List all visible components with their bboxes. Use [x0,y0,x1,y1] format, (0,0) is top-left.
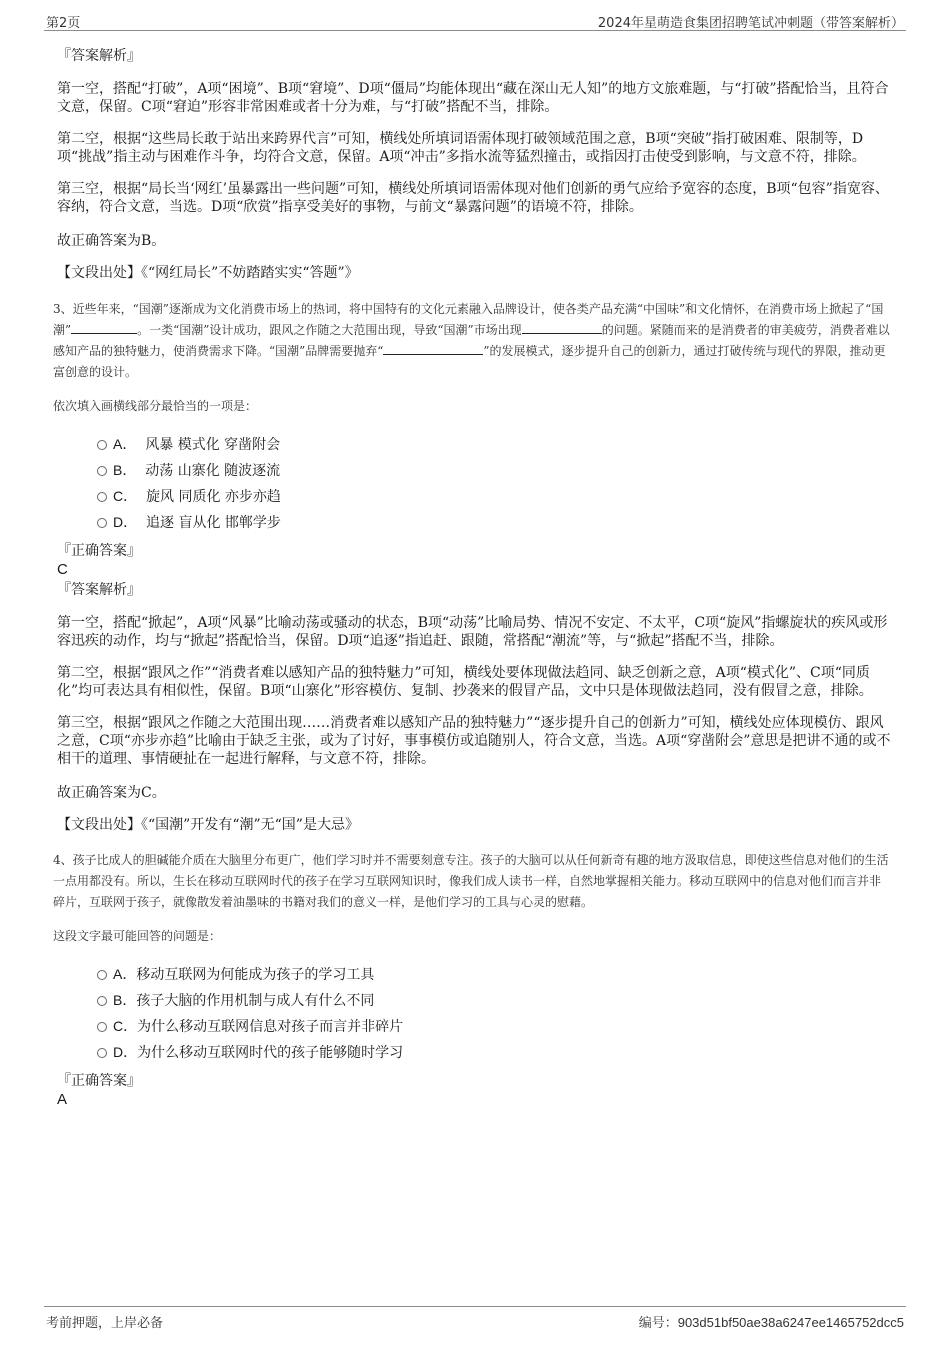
q4-options [97,961,892,1065]
footer-slogan: 考前押题，上岸必备 [46,1316,164,1331]
q3-options [97,431,892,535]
q3-analysis-p2: 第二空，根据“跟风之作”“消费者难以感知产品的独特魅力”可知，横线处要体现做法趋同、缺乏创新之意，A项“模式化”、C项“同质化”均可表达具有相似性，保留。B项“山寨化”形容模仿、复制、抄袭来的假冒产品，文中只是体现做法趋同，没有假冒之意，排除。 [57,665,873,699]
q3-analysis-label: 『答案解析』 [57,582,141,598]
q4-option-b[interactable]: B．孩子大脑的作用机制与成人有什么不同 [97,987,892,1013]
document-code: 编号：903d51bf50ae38a6247ee1465752dcc5 [638,1315,904,1331]
q3-option-a[interactable]: A． 风暴 模式化 穿凿附会 [97,431,892,457]
radio-icon[interactable] [97,492,107,502]
q4-correct-label: 『正确答案』 [57,1073,141,1089]
radio-icon[interactable] [97,518,107,528]
q4-question-text: 4、孩子比成人的胆碱能介质在大脑里分布更广，他们学习时并不需要刻意专注。孩子的大脑可以从任何新奇有趣的地方汲取信息，即使这些信息对他们的生活一点用都没有。所以，生长在移动互联网时代的孩子在学习互联网知识时，像我们成人读书一样，自然地掌握相关能力。移动互联网中的信息对他们而言并非碎片，互联网于孩子，就像散发着油墨味的书籍对我们的意义一样，是他们学习的工具与心灵的慰藉。 [53,853,889,909]
q2-conclusion: 故正确答案为B。 [57,233,166,249]
page-footer [44,1306,906,1331]
q2-analysis-label: 『答案解析』 [57,48,141,64]
q3-prompt: 依次填入画横线部分最恰当的一项是： [53,399,258,413]
q3-correct-value: C [57,561,68,578]
blank-1 [71,320,137,334]
q3-option-d[interactable]: D． 追逐 盲从化 邯郸学步 [97,509,892,535]
q4-option-c[interactable]: C．为什么移动互联网信息对孩子而言并非碎片 [97,1013,892,1039]
q2-analysis-p1: 第一空，搭配“打破”，A项“困境”、B项“窘境”、D项“僵局”均能体现出“藏在深山无人知”的地方文旅难题，与“打破”搭配恰当，且符合文意，保留。C项“窘迫”形容非常困难或者十分为难，与“打破”搭配不当，排除。 [57,81,889,115]
q2-analysis-p2: 第二空，根据“这些局长敢于站出来跨界代言”可知，横线处所填词语需体现打破领域范围之意，B项“突破”指打破困难、限制等，D项“挑战”指主动与困难作斗争，均符合文意，保留。A项“冲击”多指水流等猛烈撞击，或指因打击使受到影响，与文意不符，排除。 [57,131,866,165]
q3-correct-label: 『正确答案』 [57,543,141,559]
radio-icon[interactable] [97,1022,107,1032]
blank-2 [522,320,602,334]
page-number: 第2页 [46,16,81,31]
radio-icon[interactable] [97,970,107,980]
q2-analysis-p3: 第三空，根据“局长当‘网红’虽暴露出一些问题”可知，横线处所填词语需体现对他们创新的勇气应给予宽容的态度，B项“包容”指宽容、容纳，符合文意，当选。D项“欣赏”指享受美好的事物，与前文“暴露问题”的语境不符，排除。 [57,181,889,215]
q3-option-b[interactable]: B． 动荡 山寨化 随波逐流 [97,457,892,483]
q3-analysis-p1: 第一空，搭配“掀起”，A项“风暴”比喻动荡或骚动的状态，B项“动荡”比喻局势、情况不安定、不太平，C项“旋风”指螺旋状的疾风或形容迅疾的动作，均与“掀起”搭配恰当，保留。D项“追逐”指追赶、跟随，常搭配“潮流”等，与“掀起”搭配不当，排除。 [57,615,888,649]
q2-source: 【文段出处】《“网红局长”不妨踏踏实实“答题”》 [57,265,359,281]
document-title: 2024年星萌造食集团招聘笔试冲刺题（带答案解析） [597,16,904,31]
radio-icon[interactable] [97,440,107,450]
q4-option-a[interactable]: A．移动互联网为何能成为孩子的学习工具 [97,961,892,987]
q4-prompt: 这段文字最可能回答的问题是： [53,929,222,943]
radio-icon[interactable] [97,466,107,476]
radio-icon[interactable] [97,996,107,1006]
blank-3 [383,341,483,355]
q3-source: 【文段出处】《“国潮”开发有“潮”无“国”是大忌》 [57,817,359,833]
q3-conclusion: 故正确答案为C。 [57,785,166,801]
page-header [44,10,906,31]
q3-option-c[interactable]: C． 旋风 同质化 亦步亦趋 [97,483,892,509]
page-content [53,46,892,1108]
q3-question-text: 3、近些年来，“国潮”逐渐成为文化消费市场上的热词，将中国特有的文化元素融入品牌设计，使各类产品充满“中国味”和文化情怀，在消费市场上掀起了“国潮” 。一类“国潮”设计成功，跟风之作随之大范围出现，导致“国潮”市场出现 的问题。紧随而来的是消费者的审美疲劳，消费者难以感知产品的独特魅力，使消费需求下降。“国潮”品牌需要抛弃“ ”的发展模式，逐步提升自己的创新力，通过打破传统与现代的界限，推动更富创意的设计。 [53,302,890,379]
radio-icon[interactable] [97,1048,107,1058]
q4-correct-value: A [57,1091,68,1108]
q4-option-d[interactable]: D．为什么移动互联网时代的孩子能够随时学习 [97,1039,892,1065]
q3-analysis-p3: 第三空，根据“跟风之作随之大范围出现……消费者难以感知产品的独特魅力”“逐步提升自己的创新力”可知，横线处应体现模仿、跟风之意，C项“亦步亦趋”比喻由于缺乏主张，或为了讨好，事事模仿或追随别人，符合文意，当选。A项“穿凿附会”意思是把讲不通的或不相干的道理、事情硬扯在一起进行解释，与文意不符，排除。 [57,715,891,767]
